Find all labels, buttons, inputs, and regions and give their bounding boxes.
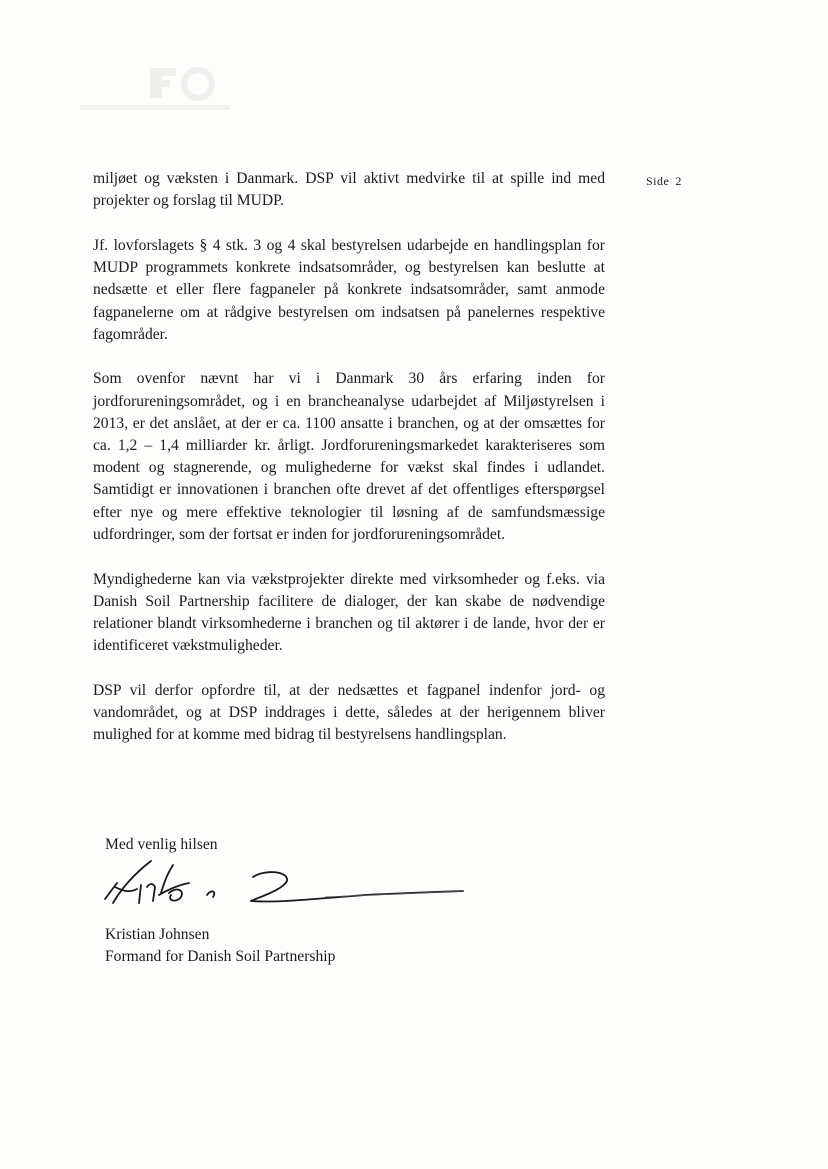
page-number-label [646,174,688,189]
page-label-text: Side [646,174,670,188]
faded-logo-watermark [70,60,240,130]
signer-name: Kristian Johnsen [105,926,210,943]
paragraph: Som ovenfor nævnt har vi i Danmark 30 års erfaring inden for jordforureningsområdet, og i en brancheanalyse udarbejdet af Miljøstyrelsen i 2013, er det anslået, at der er ca. 1100 ansatte i branchen, og at der omsættes for ca. 1,2 – 1,4 milliarder kr. årligt. Jordforureningsmarkedet karakteriseres som modent og stagnerende, og mulighederne for vækst skal findes i udlandet. Samtidigt er innovationen i branchen ofte drevet af det offentliges efterspørgsel efter nye og mere effektive teknologier til løsning af de samfundsmæssige udfordringer, som der fortsat er inden for jordforureningsområdet. [93,370,605,543]
paragraph: Myndighederne kan via vækstprojekter direkte med virksomheder og f.eks. via Danish Soil Partnership facilitere de dialoger, der kan skabe de nødvendige relationer blandt virksomhederne i branchen og til aktører i de lande, hvor der er identificeret vækstmuligheder. [93,570,605,655]
signer-block [105,924,335,968]
letter-body [93,168,605,769]
closing-greeting: Med venlig hilsen [105,836,218,853]
paragraph: miljøet og væksten i Danmark. DSP vil aktivt medvirke til at spille ind med projekter og forslag til MUDP. [93,170,605,210]
handwritten-signature [95,855,475,920]
page-number: 2 [675,174,682,188]
paragraph: Jf. lovforslagets § 4 stk. 3 og 4 skal bestyrelsen udarbejde en handlingsplan for MUDP programmets konkrete indsatsområder, og bestyrelsen kan beslutte at nedsætte et eller flere fagpaneler på konkrete indsatsområder, samt anmode fagpanelerne om at rådgive bestyrelsen om indsatsen på panelernes respektive fagområder. [93,236,605,343]
paragraph: DSP vil derfor opfordre til, at der nedsættes et fagpanel indenfor jord- og vandområdet, og at DSP inddrages i dette, således at der herigennem bliver mulighed for at komme med bidrag til bestyrelsens handlingsplan. [93,681,605,744]
signer-title: Formand for Danish Soil Partnership [105,948,336,965]
